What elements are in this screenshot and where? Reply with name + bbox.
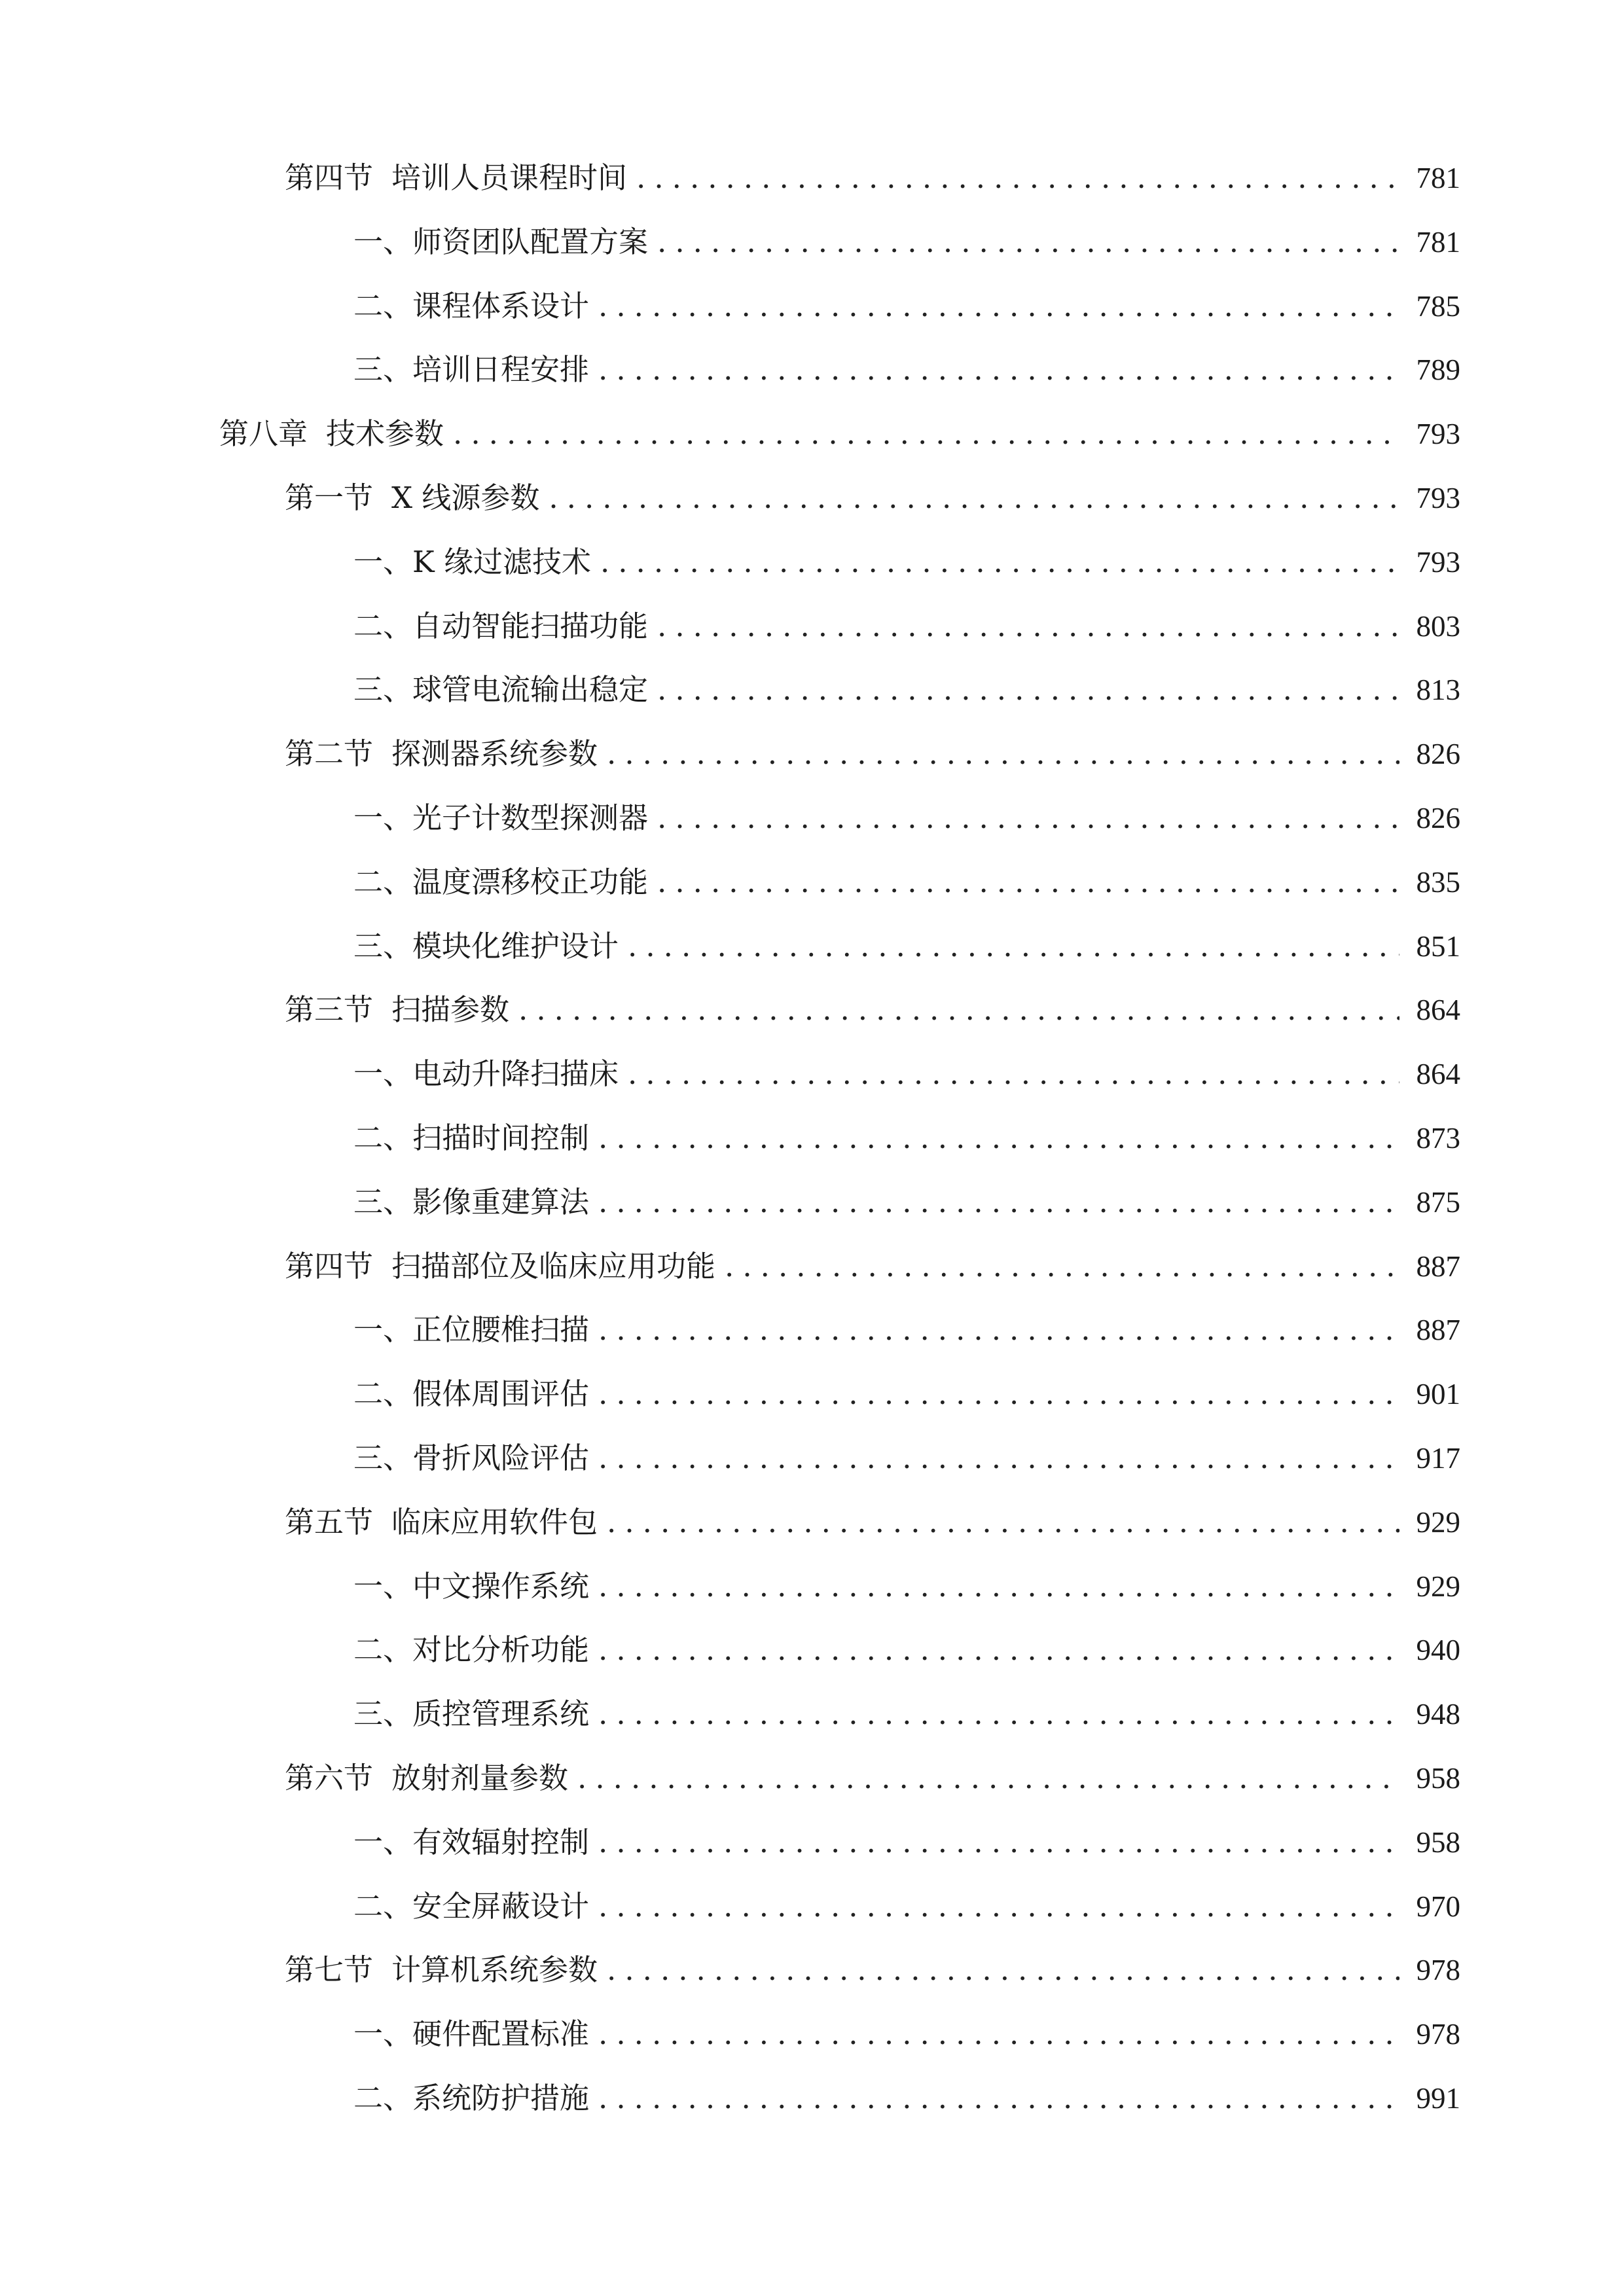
toc-entry-number: 第四节 bbox=[285, 160, 374, 195]
toc-section-row[interactable] bbox=[285, 1496, 1460, 1542]
toc-entry-number: 第四节 bbox=[285, 1249, 374, 1283]
toc-subsection-row[interactable] bbox=[353, 2008, 1460, 2054]
toc-entry-number: 二、 bbox=[353, 609, 413, 643]
toc-entry-title: 光子计数型探测器 bbox=[412, 800, 649, 835]
toc-entry-number: 一、 bbox=[353, 1825, 413, 1859]
toc-subsection-row[interactable] bbox=[353, 1304, 1460, 1350]
toc-dot-leader bbox=[549, 478, 1399, 518]
toc-page-number: 781 bbox=[1416, 162, 1460, 194]
toc-page-number: 873 bbox=[1416, 1122, 1460, 1155]
toc-dot-leader bbox=[628, 927, 1399, 966]
toc-dot-leader bbox=[598, 1119, 1399, 1158]
toc-page-number: 929 bbox=[1416, 1506, 1460, 1539]
toc-subsection-row[interactable] bbox=[353, 1112, 1460, 1158]
toc-entry-number: 三、 bbox=[353, 672, 413, 707]
toc-entry-title: K 缘过滤技术 bbox=[412, 545, 591, 579]
toc-dot-leader bbox=[598, 1630, 1399, 1670]
toc-entry-title: 计算机系统参数 bbox=[391, 1952, 598, 1987]
toc-dot-leader bbox=[657, 670, 1399, 709]
toc-dot-leader bbox=[657, 223, 1399, 262]
toc-entry-title: 有效辐射控制 bbox=[412, 1825, 590, 1859]
toc-subsection-row[interactable] bbox=[353, 1560, 1460, 1606]
toc-entry-number: 三、 bbox=[353, 929, 413, 963]
toc-dot-leader bbox=[607, 734, 1399, 774]
toc-subsection-row[interactable] bbox=[353, 1688, 1460, 1734]
toc-dot-leader bbox=[598, 287, 1399, 326]
toc-entry-number: 二、 bbox=[353, 1121, 413, 1155]
toc-entry-number: 一、 bbox=[353, 800, 413, 835]
toc-entry-number: 一、 bbox=[353, 1312, 413, 1347]
toc-entry-title: 扫描时间控制 bbox=[412, 1121, 590, 1155]
toc-page-number: 978 bbox=[1416, 2018, 1460, 2051]
toc-entry-number: 三、 bbox=[353, 1696, 413, 1731]
toc-subsection-row[interactable] bbox=[353, 1176, 1460, 1222]
toc-entry-number: 第七节 bbox=[285, 1952, 374, 1987]
toc-entry-title: 培训人员课程时间 bbox=[391, 160, 628, 195]
toc-section-row[interactable] bbox=[285, 1752, 1460, 1798]
toc-dot-leader bbox=[598, 1439, 1399, 1478]
toc-entry-number: 第二节 bbox=[285, 736, 374, 771]
toc-subsection-row[interactable] bbox=[353, 1432, 1460, 1478]
toc-subsection-row[interactable] bbox=[353, 600, 1460, 646]
toc-entry-title: 中文操作系统 bbox=[412, 1569, 590, 1604]
toc-dot-leader bbox=[598, 1567, 1399, 1606]
toc-dot-leader bbox=[607, 1503, 1399, 1542]
toc-page-number: 793 bbox=[1416, 546, 1460, 579]
toc-page-number: 864 bbox=[1416, 1058, 1460, 1090]
toc-entry-title: 质控管理系统 bbox=[412, 1696, 590, 1731]
toc-page-number: 958 bbox=[1416, 1826, 1460, 1859]
toc-page-number: 789 bbox=[1416, 353, 1460, 386]
toc-entry-title: 温度漂移校正功能 bbox=[412, 865, 649, 899]
toc-entry-number: 第一节 bbox=[285, 480, 374, 515]
toc-subsection-row[interactable] bbox=[353, 792, 1460, 838]
toc-page-number: 835 bbox=[1416, 866, 1460, 899]
toc-subsection-row[interactable] bbox=[353, 856, 1460, 902]
toc-dot-leader bbox=[657, 607, 1399, 646]
toc-section-row[interactable] bbox=[285, 472, 1460, 518]
toc-dot-leader bbox=[725, 1247, 1399, 1286]
toc-page-number: 803 bbox=[1416, 610, 1460, 643]
toc-page-number: 864 bbox=[1416, 994, 1460, 1026]
toc-dot-leader bbox=[598, 1310, 1399, 1350]
toc-section-row[interactable] bbox=[285, 984, 1460, 1030]
toc-dot-leader bbox=[598, 350, 1399, 389]
toc-entry-number: 二、 bbox=[353, 289, 413, 323]
toc-page-number: 940 bbox=[1416, 1634, 1460, 1666]
toc-page-number: 948 bbox=[1416, 1698, 1460, 1731]
toc-page-number: 851 bbox=[1416, 930, 1460, 963]
toc-entry-number: 第五节 bbox=[285, 1505, 374, 1539]
toc-dot-leader bbox=[607, 1950, 1399, 1990]
toc-subsection-row[interactable] bbox=[353, 344, 1460, 389]
toc-dot-leader bbox=[453, 414, 1399, 454]
toc-dot-leader bbox=[518, 990, 1399, 1030]
toc-entry-title: 自动智能扫描功能 bbox=[412, 609, 649, 643]
toc-page-number: 793 bbox=[1416, 482, 1460, 514]
toc-entry-number: 一、 bbox=[353, 1569, 413, 1604]
toc-entry-number: 三、 bbox=[353, 1185, 413, 1219]
toc-page-number: 991 bbox=[1416, 2082, 1460, 2115]
toc-page-number: 970 bbox=[1416, 1890, 1460, 1923]
toc-dot-leader bbox=[657, 863, 1399, 902]
toc-page-number: 826 bbox=[1416, 738, 1460, 770]
toc-page-number: 826 bbox=[1416, 802, 1460, 834]
toc-chapter-row[interactable] bbox=[219, 408, 1460, 454]
toc-entry-number: 第三节 bbox=[285, 992, 374, 1027]
toc-entry-number: 第八章 bbox=[219, 416, 308, 451]
toc-entry-title: 模块化维护设计 bbox=[412, 929, 619, 963]
toc-entry-title: 课程体系设计 bbox=[412, 289, 590, 323]
toc-page-number: 887 bbox=[1416, 1314, 1460, 1346]
toc-entry-title: 假体周围评估 bbox=[412, 1376, 590, 1411]
toc-entry-title: 系统防护措施 bbox=[412, 2081, 590, 2115]
toc-section-row[interactable] bbox=[285, 1944, 1460, 1990]
toc-subsection-row[interactable] bbox=[353, 1368, 1460, 1414]
toc-page-number: 813 bbox=[1416, 673, 1460, 706]
toc-subsection-row[interactable] bbox=[353, 1624, 1460, 1670]
toc-entry-number: 第六节 bbox=[285, 1761, 374, 1795]
toc-subsection-row[interactable] bbox=[353, 920, 1460, 966]
toc-entry-title: 培训日程安排 bbox=[412, 352, 590, 387]
toc-dot-leader bbox=[598, 1183, 1399, 1222]
toc-entry-title: 扫描部位及临床应用功能 bbox=[391, 1249, 716, 1283]
toc-dot-leader bbox=[598, 2079, 1399, 2118]
toc-dot-leader bbox=[577, 1759, 1399, 1798]
toc-subsection-row[interactable] bbox=[353, 1048, 1460, 1094]
toc-entry-title: 放射剂量参数 bbox=[391, 1761, 569, 1795]
toc-dot-leader bbox=[600, 543, 1399, 582]
toc-entry-number: 二、 bbox=[353, 865, 413, 899]
toc-entry-title: 正位腰椎扫描 bbox=[412, 1312, 590, 1347]
toc-entry-title: X 线源参数 bbox=[391, 480, 540, 515]
toc-entry-title: 对比分析功能 bbox=[412, 1632, 590, 1667]
toc-entry-number: 一、 bbox=[353, 224, 413, 259]
toc-entry-title: 临床应用软件包 bbox=[391, 1505, 598, 1539]
toc-entry-title: 技术参数 bbox=[326, 416, 444, 451]
toc-subsection-row[interactable] bbox=[353, 280, 1460, 326]
toc-entry-title: 电动升降扫描床 bbox=[412, 1056, 619, 1091]
toc-entry-number: 三、 bbox=[353, 1441, 413, 1475]
toc-section-row[interactable] bbox=[285, 152, 1460, 198]
toc-dot-leader bbox=[657, 798, 1399, 838]
toc-entry-number: 一、 bbox=[353, 2017, 413, 2051]
toc-entry-title: 探测器系统参数 bbox=[391, 736, 598, 771]
toc-subsection-row[interactable] bbox=[353, 536, 1460, 582]
toc-page-number: 929 bbox=[1416, 1570, 1460, 1603]
toc-entry-number: 二、 bbox=[353, 2081, 413, 2115]
toc-entry-title: 扫描参数 bbox=[391, 992, 510, 1027]
toc-entry-number: 一、 bbox=[353, 545, 413, 579]
toc-subsection-row[interactable] bbox=[353, 664, 1460, 709]
toc-subsection-row[interactable] bbox=[353, 2072, 1460, 2118]
toc-page-number: 781 bbox=[1416, 226, 1460, 259]
toc-entry-title: 骨折风险评估 bbox=[412, 1441, 590, 1475]
toc-dot-leader bbox=[598, 1887, 1399, 1926]
toc-dot-leader bbox=[598, 1823, 1399, 1862]
toc-dot-leader bbox=[598, 1374, 1399, 1414]
toc-section-row[interactable] bbox=[285, 1240, 1460, 1286]
toc-subsection-row[interactable] bbox=[353, 216, 1460, 262]
toc-entry-number: 一、 bbox=[353, 1056, 413, 1091]
toc-entry-number: 三、 bbox=[353, 352, 413, 387]
toc-page-number: 793 bbox=[1416, 418, 1460, 450]
toc-entry-title: 球管电流输出稳定 bbox=[412, 672, 649, 707]
toc-entry-number: 二、 bbox=[353, 1632, 413, 1667]
toc-dot-leader bbox=[598, 1695, 1399, 1734]
toc-subsection-row[interactable] bbox=[353, 1816, 1460, 1862]
toc-entry-title: 师资团队配置方案 bbox=[412, 224, 649, 259]
toc-entry-title: 安全屏蔽设计 bbox=[412, 1889, 590, 1924]
toc-entry-title: 影像重建算法 bbox=[412, 1185, 590, 1219]
toc-page-number: 917 bbox=[1416, 1442, 1460, 1475]
toc-entry-title: 硬件配置标准 bbox=[412, 2017, 590, 2051]
toc-page-number: 785 bbox=[1416, 290, 1460, 323]
toc-page-number: 901 bbox=[1416, 1378, 1460, 1410]
toc-page-number: 887 bbox=[1416, 1250, 1460, 1283]
toc-entry-number: 二、 bbox=[353, 1376, 413, 1411]
toc-section-row[interactable] bbox=[285, 728, 1460, 774]
toc-subsection-row[interactable] bbox=[353, 1880, 1460, 1926]
toc-dot-leader bbox=[628, 1054, 1399, 1094]
toc-page-number: 978 bbox=[1416, 1954, 1460, 1986]
toc-dot-leader bbox=[636, 158, 1399, 198]
toc-page-number: 875 bbox=[1416, 1186, 1460, 1219]
toc-page-number: 958 bbox=[1416, 1762, 1460, 1795]
toc-entry-number: 二、 bbox=[353, 1889, 413, 1924]
toc-dot-leader bbox=[598, 2015, 1399, 2054]
